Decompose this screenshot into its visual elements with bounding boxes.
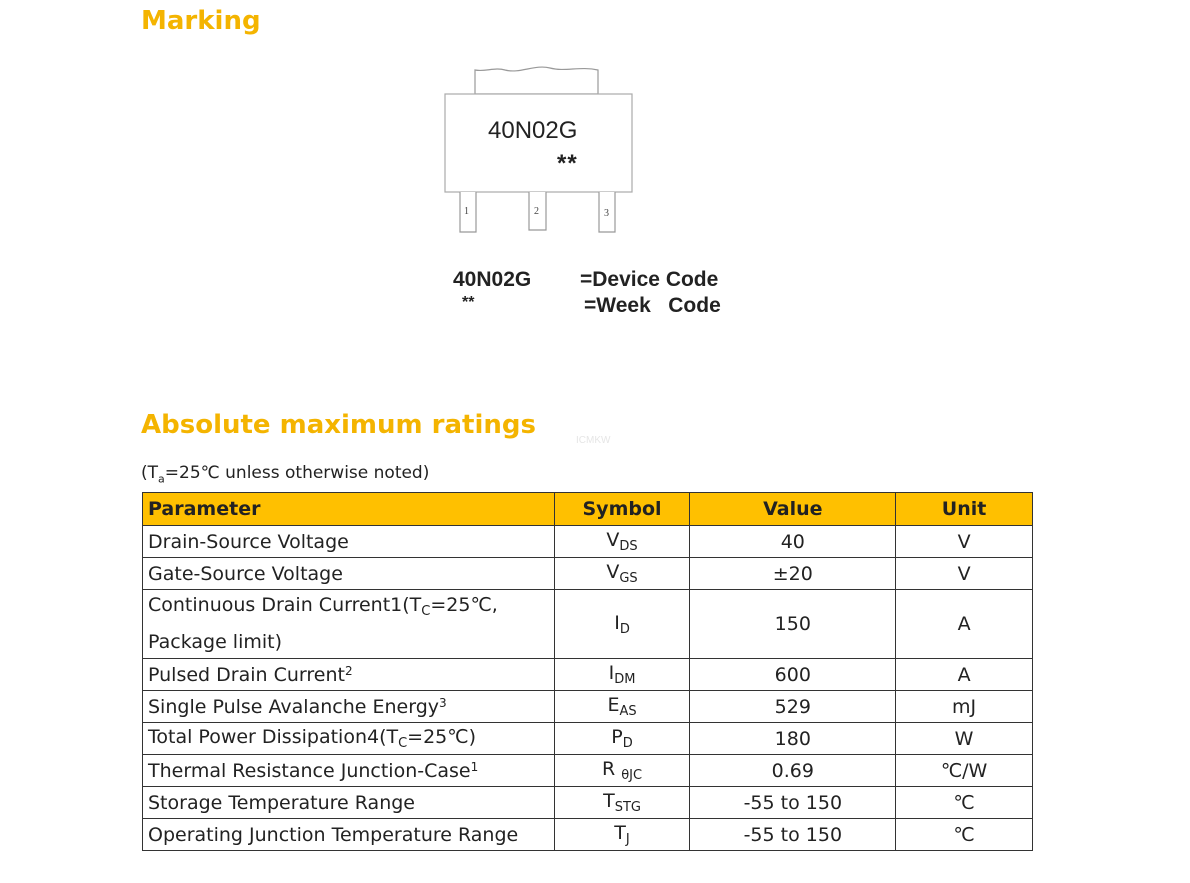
table-row (143, 819, 1033, 851)
pin-2-label: 2 (534, 206, 539, 217)
value-cell: ±20 (690, 558, 896, 590)
value-cell: 600 (690, 659, 896, 691)
col-header-value: Value (690, 493, 896, 526)
value-cell: -55 to 150 (690, 819, 896, 851)
package-outline-diagram (440, 64, 640, 239)
table-row (143, 755, 1033, 787)
table-row (143, 723, 1033, 755)
table-row (143, 787, 1033, 819)
pin-3-label: 3 (604, 208, 609, 219)
package-drawing (440, 64, 640, 239)
symbol-cell: $V_{DS}$ (554, 526, 690, 558)
table-row (143, 691, 1033, 723)
ratings-heading: Absolute maximum ratings (141, 410, 536, 440)
note-suffix: =25℃ unless otherwise noted) (164, 463, 430, 483)
legend-week-code-meaning: =Week Code (584, 294, 721, 317)
note-prefix: (T (141, 463, 159, 483)
ratings-note (141, 463, 429, 485)
symbol-cell: $V_{GS}$ (554, 558, 690, 590)
unit-cell: ℃ (896, 787, 1033, 819)
unit-cell: mJ (896, 691, 1033, 723)
param-cell: Pulsed Drain Current$^2$ (143, 659, 555, 691)
legend-week-code: ** (462, 294, 475, 311)
symbol-cell: $I_{DM}$ (554, 659, 690, 691)
watermark: ICMKW (576, 435, 611, 446)
symbol-cell: $T_J$ (554, 819, 690, 851)
param-cell: Operating Junction Temperature Range (143, 819, 555, 851)
value-cell: 529 (690, 691, 896, 723)
pin-1-label: 1 (464, 206, 469, 217)
symbol-cell: $P_D$ (554, 723, 690, 755)
param-cell: Single Pulse Avalanche Energy$^3$ (143, 691, 555, 723)
legend-device-code-meaning: =Device Code (580, 268, 719, 291)
table-header-row (143, 493, 1033, 526)
param-cell: Storage Temperature Range (143, 787, 555, 819)
unit-cell: A (896, 590, 1033, 659)
unit-cell: V (896, 558, 1033, 590)
note-sub: a (158, 472, 165, 486)
table-row (143, 590, 1033, 659)
symbol-cell: $I_D$ (554, 590, 690, 659)
value-cell: 0.69 (690, 755, 896, 787)
unit-cell: V (896, 526, 1033, 558)
param-cell: Drain-Source Voltage (143, 526, 555, 558)
symbol-cell: $T_{STG}$ (554, 787, 690, 819)
param-cell: Thermal Resistance Junction-Case$^1$ (143, 755, 555, 787)
unit-cell: ℃ (896, 819, 1033, 851)
col-header-parameter: Parameter (143, 493, 555, 526)
package-week-code: ** (557, 150, 578, 177)
unit-cell: A (896, 659, 1033, 691)
unit-cell: ℃/W (896, 755, 1033, 787)
value-cell: 180 (690, 723, 896, 755)
ratings-table (142, 492, 1033, 851)
symbol-cell: R $_{\theta JC}$ (554, 755, 690, 787)
col-header-symbol: Symbol (554, 493, 690, 526)
legend-device-code: 40N02G (453, 268, 532, 291)
value-cell: 40 (690, 526, 896, 558)
param-cell: Total Power $Dissipation4(T_C=25℃)$ (143, 723, 555, 755)
table-row (143, 558, 1033, 590)
value-cell: 150 (690, 590, 896, 659)
unit-cell: W (896, 723, 1033, 755)
marking-heading: Marking (141, 6, 261, 36)
symbol-cell: $E_{AS}$ (554, 691, 690, 723)
table-row (143, 659, 1033, 691)
package-device-code: 40N02G (488, 117, 578, 144)
value-cell: -55 to 150 (690, 787, 896, 819)
param-cell: Gate-Source Voltage (143, 558, 555, 590)
table-row (143, 526, 1033, 558)
param-cell: Continuous Drain $Current1(T_C=25℃$, Package limit) (143, 590, 555, 659)
col-header-unit: Unit (896, 493, 1033, 526)
